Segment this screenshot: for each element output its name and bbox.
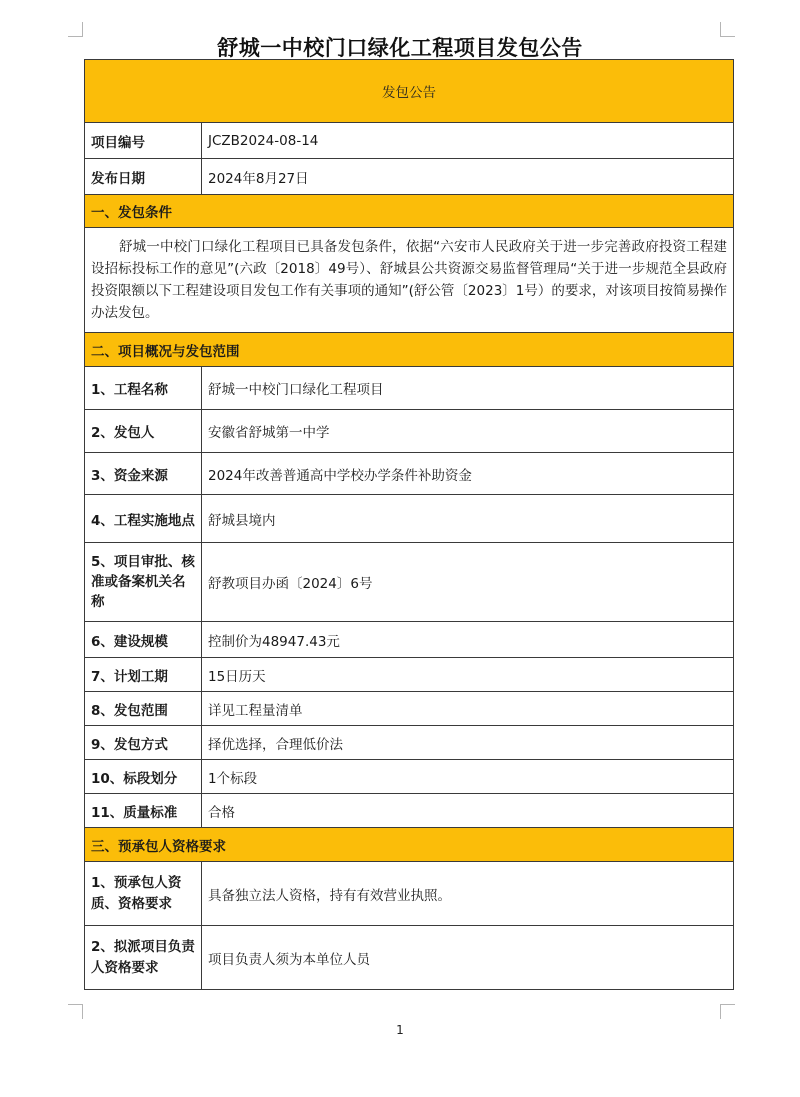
table-row — [85, 794, 734, 828]
section-heading: 二、项目概况与发包范围 — [85, 333, 734, 367]
row-value: 1个标段 — [202, 760, 734, 794]
announcement-table — [84, 59, 734, 990]
table-row — [85, 862, 734, 926]
info-label: 发布日期 — [85, 159, 202, 195]
document-title: 舒城一中校门口绿化工程项目发包公告 — [217, 36, 583, 60]
row-label: 11、质量标准 — [85, 794, 202, 828]
row-value: 舒城县境内 — [202, 495, 734, 543]
table-row — [85, 495, 734, 543]
table-row — [85, 410, 734, 453]
info-value: 2024年8月27日 — [202, 159, 734, 195]
row-label: 1、预承包人资质、资格要求 — [85, 862, 202, 926]
table-row — [85, 543, 734, 622]
paragraph-row — [85, 228, 734, 333]
page-number: 1 — [396, 1023, 404, 1037]
row-label: 2、拟派项目负责人资格要求 — [85, 926, 202, 990]
page-corner-mark — [720, 1004, 735, 1019]
row-label: 9、发包方式 — [85, 726, 202, 760]
info-row — [85, 159, 734, 195]
row-value: 15日历天 — [202, 658, 734, 692]
row-label: 3、资金来源 — [85, 453, 202, 495]
row-label: 2、发包人 — [85, 410, 202, 453]
table-row — [85, 692, 734, 726]
row-label: 4、工程实施地点 — [85, 495, 202, 543]
banner-row — [85, 60, 734, 123]
row-value: 安徽省舒城第一中学 — [202, 410, 734, 453]
info-label: 项目编号 — [85, 123, 202, 159]
row-value: 具备独立法人资格，持有有效营业执照。 — [202, 862, 734, 926]
row-label: 7、计划工期 — [85, 658, 202, 692]
section-heading-row — [85, 828, 734, 862]
table-row — [85, 622, 734, 658]
row-value: 控制价为48947.43元 — [202, 622, 734, 658]
conditions-paragraph: 舒城一中校门口绿化工程项目已具备发包条件，依据“六安市人民政府关于进一步完善政府投资工程建设招标投标工作的意见”(六政〔2018〕49号）、舒城县公共资源交易监督管理局“关于进一步规范全县政府投资限额以下工程建设项目发包工作有关事项的通知”(舒公管〔2023〕1号）的要求，对该项目按简易操作办法发包。 — [85, 228, 734, 333]
info-value: JCZB2024-08-14 — [202, 123, 734, 159]
table-row — [85, 367, 734, 410]
row-value: 项目负责人须为本单位人员 — [202, 926, 734, 990]
section-heading: 三、预承包人资格要求 — [85, 828, 734, 862]
row-label: 6、建设规模 — [85, 622, 202, 658]
page-corner-mark — [68, 1004, 83, 1019]
table-row — [85, 658, 734, 692]
row-value: 舒教项目办函〔2024〕6号 — [202, 543, 734, 622]
row-label: 5、项目审批、核准或备案机关名称 — [85, 543, 202, 622]
table-row — [85, 453, 734, 495]
row-label: 8、发包范围 — [85, 692, 202, 726]
section-heading-row — [85, 195, 734, 228]
row-label: 1、工程名称 — [85, 367, 202, 410]
row-label: 10、标段划分 — [85, 760, 202, 794]
table-row — [85, 760, 734, 794]
section-heading: 一、发包条件 — [85, 195, 734, 228]
info-row — [85, 123, 734, 159]
banner-title: 发包公告 — [85, 60, 734, 123]
row-value: 2024年改善普通高中学校办学条件补助资金 — [202, 453, 734, 495]
section-heading-row — [85, 333, 734, 367]
table-row — [85, 726, 734, 760]
table-row — [85, 926, 734, 990]
row-value: 合格 — [202, 794, 734, 828]
row-value: 择优选择，合理低价法 — [202, 726, 734, 760]
row-value: 舒城一中校门口绿化工程项目 — [202, 367, 734, 410]
row-value: 详见工程量清单 — [202, 692, 734, 726]
